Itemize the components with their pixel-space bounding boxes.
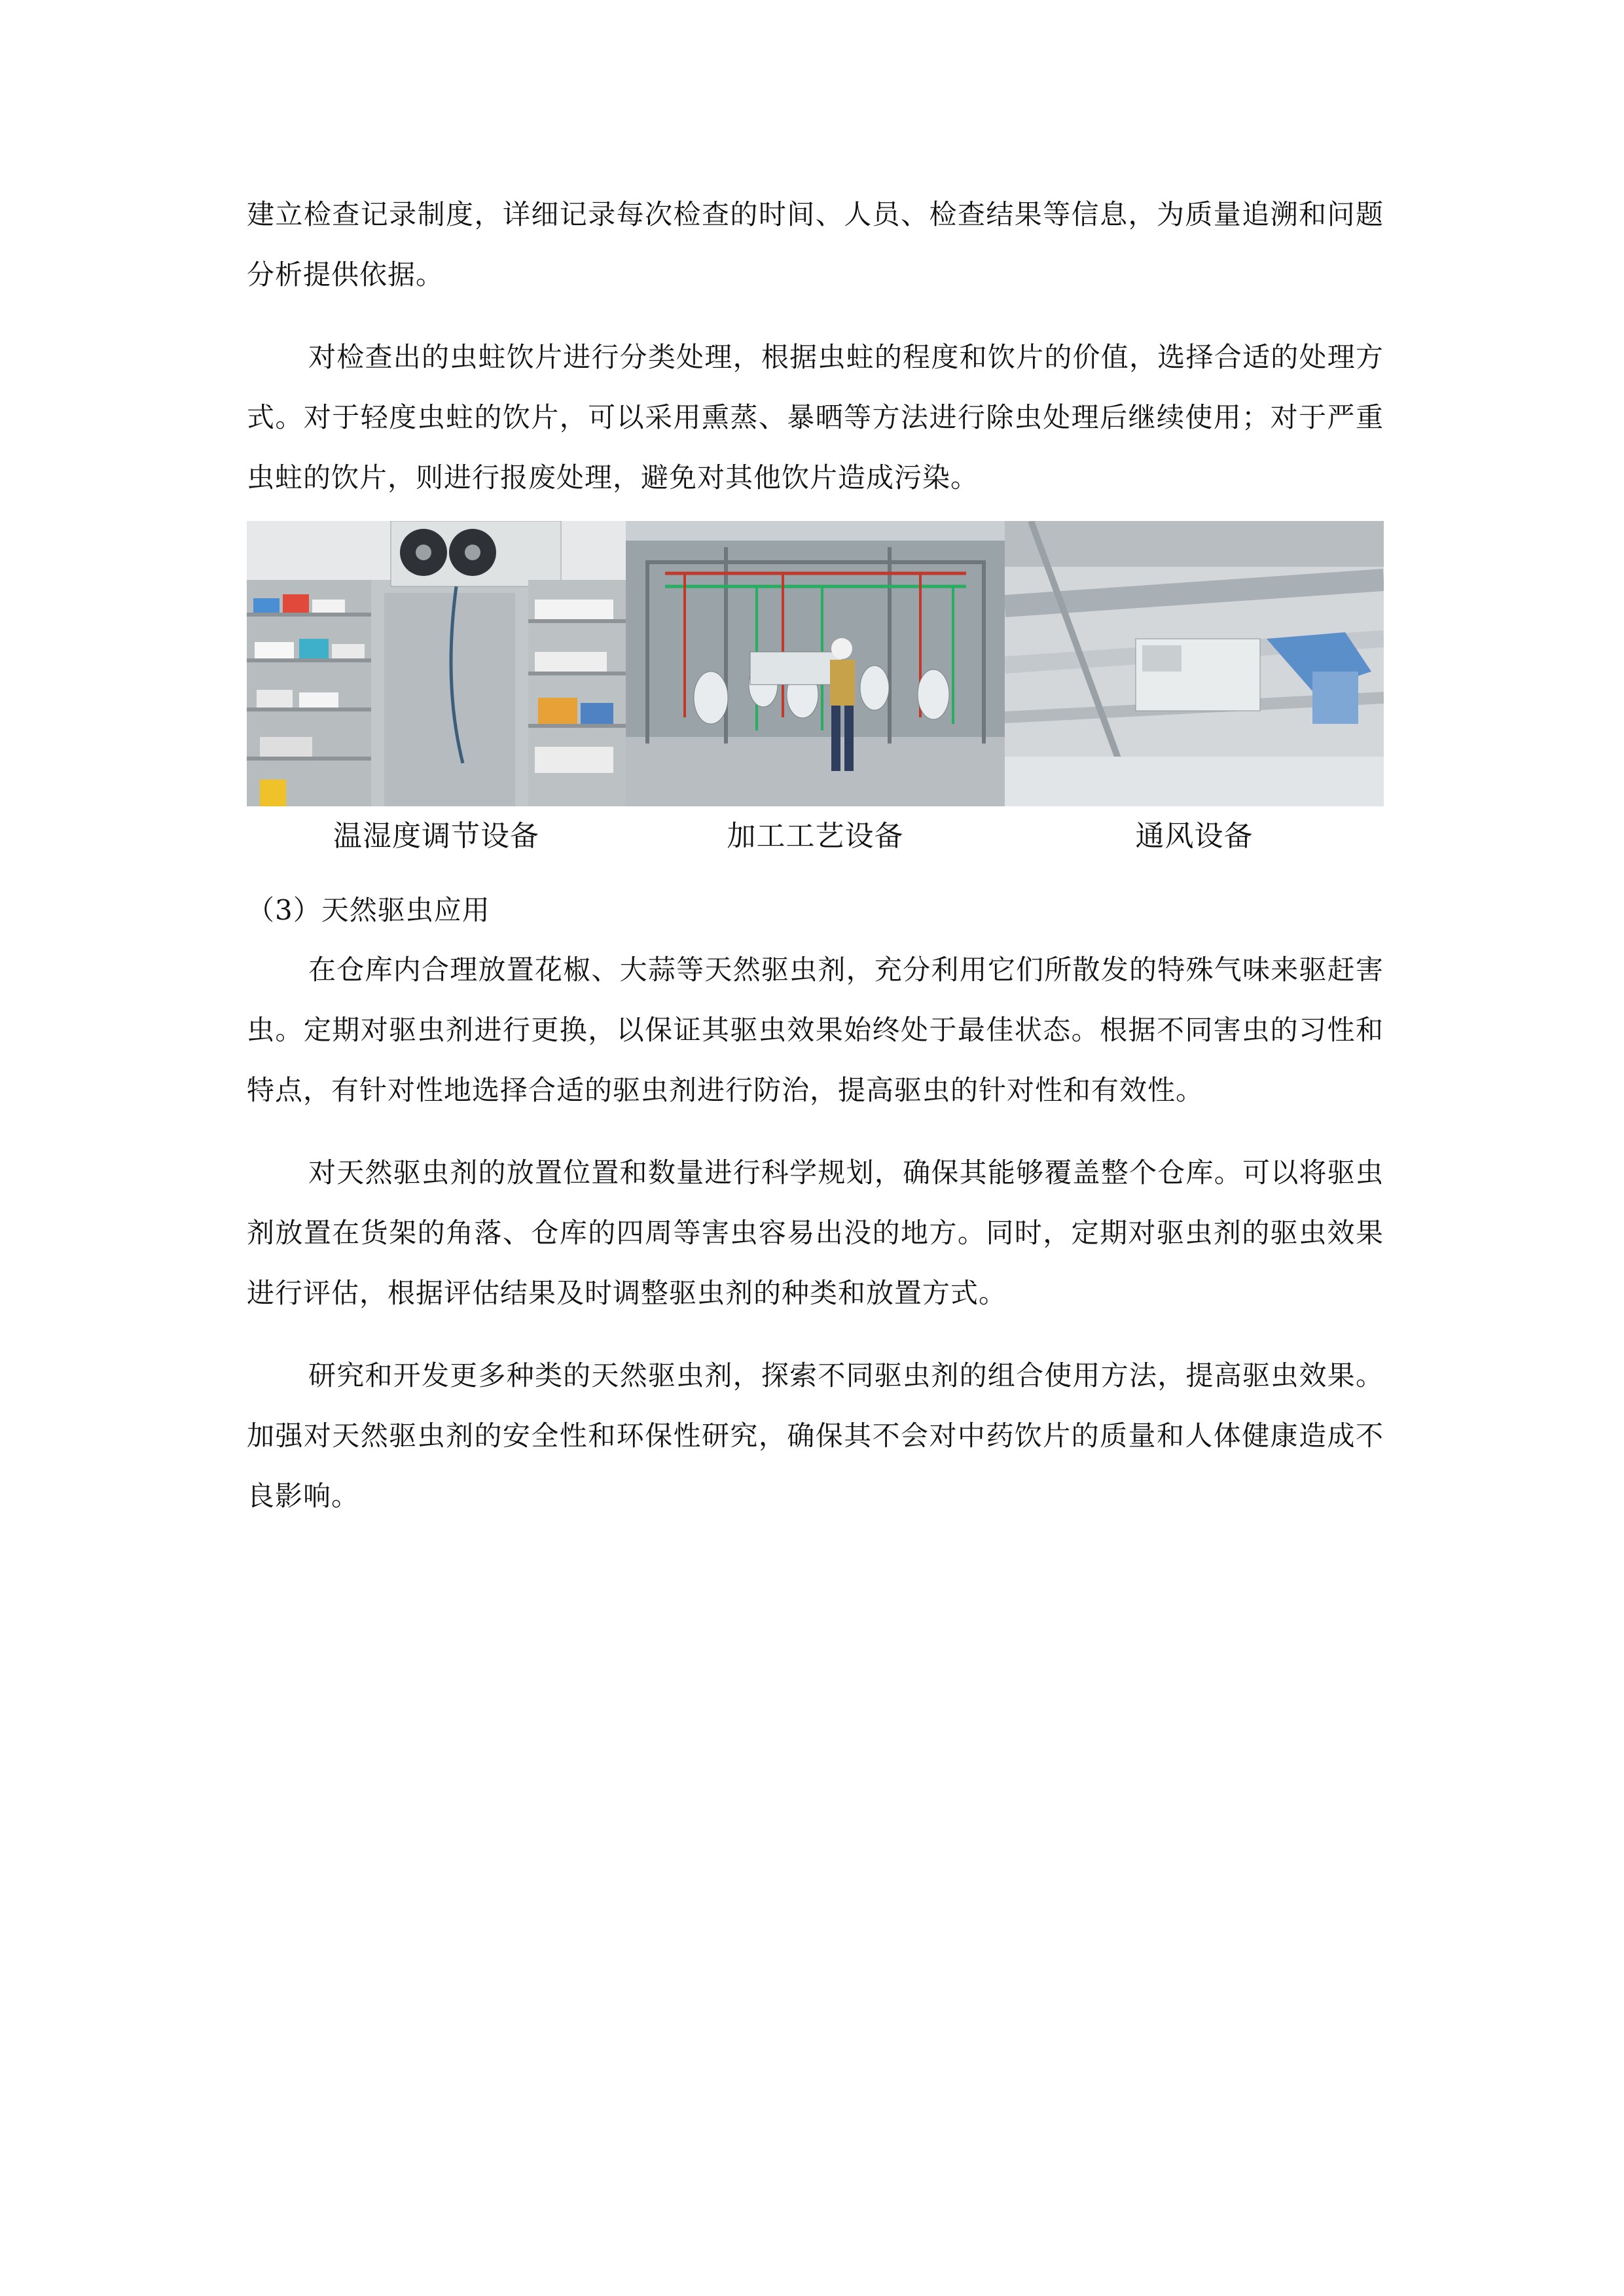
paragraph-repellent-planning: 对天然驱虫剂的放置位置和数量进行科学规划，确保其能够覆盖整个仓库。可以将驱虫剂放置在货架的角落、仓库的四周等害虫容易出没的地方。同时，定期对驱虫剂的驱虫效果进行评估，根据评估结果及时调整驱虫剂的种类和放置方式。 (247, 1157, 1384, 1309)
paragraph-repellent-research: 研究和开发更多种类的天然驱虫剂，探索不同驱虫剂的组合使用方法，提高驱虫效果。加强对天然驱虫剂的安全性和环保性研究，确保其不会对中药饮片的质量和人体健康造成不良影响。 (247, 1359, 1384, 1512)
caption-processing-equipment: 加工工艺设备 (727, 819, 904, 853)
paragraph-repellent-placement: 在仓库内合理放置花椒、大蒜等天然驱虫剂，充分利用它们所散发的特殊气味来驱赶害虫。定期对驱虫剂进行更换，以保证其驱虫效果始终处于最佳状态。根据不同害虫的习性和特点，有针对性地选择合适的驱虫剂进行防治，提高驱虫的针对性和有效性。 (247, 954, 1384, 1106)
ventilation-equipment-image (1005, 521, 1384, 806)
section-heading: （3）天然驱虫应用 (247, 894, 490, 926)
paragraph-inspection-records: 建立检查记录制度，详细记录每次检查的时间、人员、检查结果等信息，为质量追溯和问题分析提供依据。 (247, 198, 1384, 291)
processing-equipment-image (626, 521, 1005, 806)
figure-captions (247, 806, 1384, 867)
equipment-figure (247, 521, 1384, 806)
humidity-equipment-image (247, 521, 626, 806)
caption-humidity-equipment: 温湿度调节设备 (333, 819, 539, 853)
paragraph-infested-handling: 对检查出的虫蛀饮片进行分类处理，根据虫蛀的程度和饮片的价值，选择合适的处理方式。对于轻度虫蛀的饮片，可以采用熏蒸、暴晒等方法进行除虫处理后继续使用；对于严重虫蛀的饮片，则进行报废处理，避免对其他饮片造成污染。 (247, 341, 1384, 493)
caption-ventilation-equipment: 通风设备 (1135, 819, 1254, 853)
document-page (247, 185, 1384, 1526)
